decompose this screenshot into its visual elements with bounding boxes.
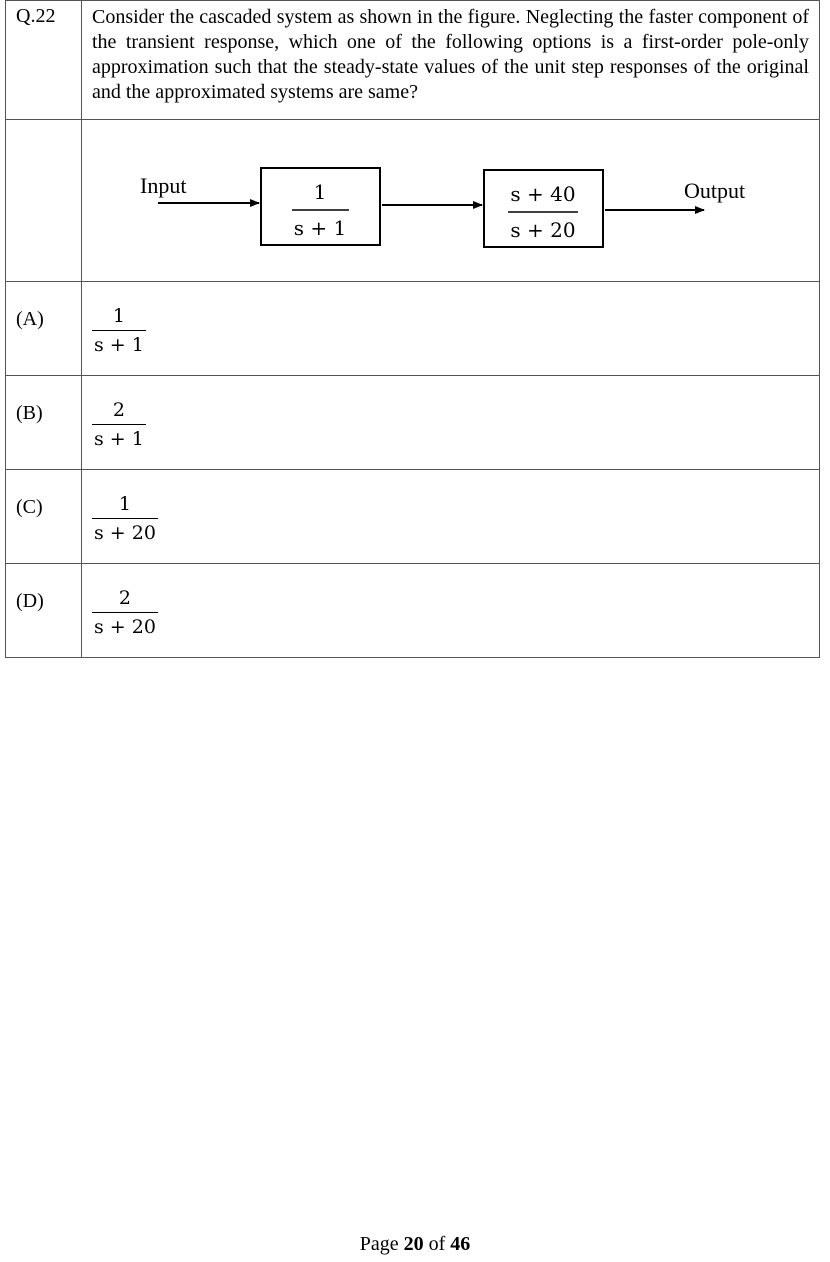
block1-numerator: 1 (313, 180, 327, 204)
option-label: (D) (6, 564, 82, 658)
block-diagram (82, 120, 819, 281)
option-row-c (6, 470, 820, 564)
option-a-fraction (92, 302, 146, 359)
option-a-numerator: 1 (112, 305, 125, 327)
option-d-numerator: 2 (118, 587, 132, 609)
page-prefix: Page (359, 1233, 399, 1255)
block1-denominator: s + 1 (293, 216, 347, 240)
block-diagram-svg (82, 120, 820, 281)
option-label: (A) (6, 282, 82, 376)
page-sep: of (428, 1233, 446, 1255)
page-total: 46 (450, 1233, 471, 1255)
option-d-fraction (92, 584, 158, 641)
question-table (5, 0, 820, 658)
page-current: 20 (403, 1233, 424, 1255)
figure-row (6, 120, 820, 282)
page-footer (0, 1233, 830, 1256)
option-b-denominator: s + 1 (94, 428, 144, 450)
input-label: Input (140, 173, 187, 198)
option-d-denominator: s + 20 (94, 616, 156, 638)
option-label: (B) (6, 376, 82, 470)
option-b-numerator: 2 (112, 399, 125, 421)
question-row (6, 1, 820, 120)
question-number: Q.22 (6, 1, 82, 120)
question-stem: Consider the cascaded system as shown in the figure. Neglecting the faster component of the transient response, which one of the following options is a first-order pole-only approximation such that the steady-state values of the unit step responses of the original and the approximated systems are same? (92, 6, 809, 103)
option-label: (C) (6, 470, 82, 564)
option-row-a (6, 282, 820, 376)
output-label: Output (684, 178, 746, 203)
option-c-denominator: s + 20 (94, 522, 156, 544)
block2-denominator: s + 20 (510, 218, 576, 242)
block2-numerator: s + 40 (510, 182, 576, 206)
option-c-numerator: 1 (118, 493, 132, 515)
option-row-b (6, 376, 820, 470)
option-b-fraction (92, 396, 146, 453)
option-c-fraction (92, 490, 158, 547)
option-a-denominator: s + 1 (94, 334, 144, 356)
option-row-d (6, 564, 820, 658)
